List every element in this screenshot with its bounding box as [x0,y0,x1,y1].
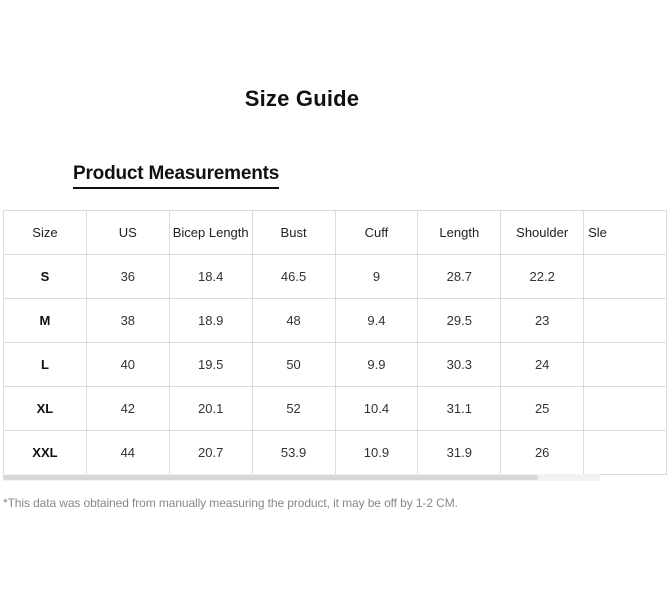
cell-size: XXL [4,431,87,475]
measurement-disclaimer: *This data was obtained from manually measuring the product, it may be off by 1-2 CM. [3,496,458,510]
cell-us: 36 [86,255,169,299]
header-length: Length [418,211,501,255]
page-title: Size Guide [244,86,360,111]
cell-bicep-length: 20.7 [169,431,252,475]
cell-cuff: 9.9 [335,343,418,387]
table-row [4,299,667,343]
cell-bicep-length: 18.9 [169,299,252,343]
cell-us: 38 [86,299,169,343]
cell-us: 44 [86,431,169,475]
cell-bicep-length: 18.4 [169,255,252,299]
cell-us: 40 [86,343,169,387]
table-row [4,255,667,299]
cell-cuff: 10.9 [335,431,418,475]
cell-bicep-length: 19.5 [169,343,252,387]
cell-sleeve [584,299,667,343]
cell-size: XL [4,387,87,431]
horizontal-scrollbar[interactable] [3,474,600,481]
cell-bust: 50 [252,343,335,387]
header-bust: Bust [252,211,335,255]
section-title: Product Measurements [73,163,279,189]
cell-cuff: 10.4 [335,387,418,431]
table-header-row [4,211,667,255]
cell-us: 42 [86,387,169,431]
cell-cuff: 9.4 [335,299,418,343]
cell-sleeve [584,387,667,431]
size-table-scroll-container[interactable] [3,210,607,480]
header-sleeve-truncated: Sle [584,211,667,255]
header-bicep-length: Bicep Length [169,211,252,255]
cell-length: 30.3 [418,343,501,387]
cell-shoulder: 25 [501,387,584,431]
table-row [4,431,667,475]
cell-bust: 52 [252,387,335,431]
cell-bust: 46.5 [252,255,335,299]
cell-size: M [4,299,87,343]
cell-sleeve [584,343,667,387]
size-table [3,210,667,475]
cell-shoulder: 22.2 [501,255,584,299]
scrollbar-thumb[interactable] [3,475,538,480]
cell-size: L [4,343,87,387]
table-row [4,343,667,387]
cell-bicep-length: 20.1 [169,387,252,431]
cell-shoulder: 23 [501,299,584,343]
header-cuff: Cuff [335,211,418,255]
cell-size: S [4,255,87,299]
cell-cuff: 9 [335,255,418,299]
cell-sleeve [584,255,667,299]
cell-bust: 48 [252,299,335,343]
cell-length: 28.7 [418,255,501,299]
header-shoulder: Shoulder [501,211,584,255]
cell-length: 29.5 [418,299,501,343]
cell-shoulder: 24 [501,343,584,387]
cell-bust: 53.9 [252,431,335,475]
cell-shoulder: 26 [501,431,584,475]
cell-length: 31.9 [418,431,501,475]
table-row [4,387,667,431]
cell-length: 31.1 [418,387,501,431]
header-us: US [86,211,169,255]
header-size: Size [4,211,87,255]
cell-sleeve [584,431,667,475]
